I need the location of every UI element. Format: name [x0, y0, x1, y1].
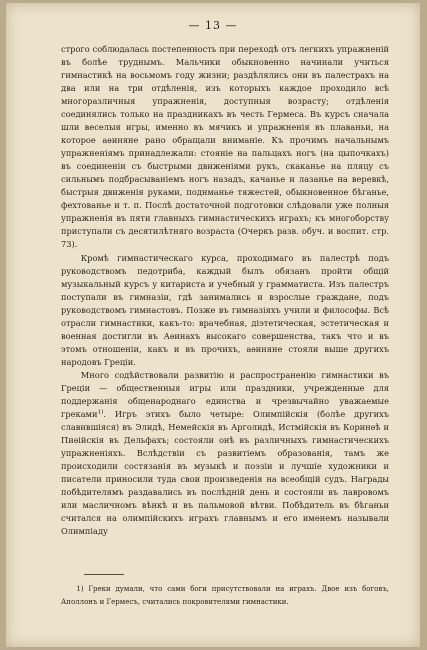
footnote-reference: 1)	[97, 409, 104, 416]
paragraph-3-text: Много содѣйствовали развитію и распространенію гимнастики въ Греціи — общественныя игры или праздники, учрежденные для поддержанія общенароднаго единства и чрезвычайно уважаемые греками	[61, 369, 389, 419]
paragraph-3-continuation: . Игръ этихъ было четыре: Олимпійскія (болѣе другихъ славившіяся) въ Элидѣ, Немейскія въ Арголидѣ, Истмійскія въ Коринѳѣ и Пиѳійскія въ Дельфахъ; состояли онѣ въ различныхъ гимнастическихъ упражненіяхъ. Вслѣдствіи съ развитіемъ образованія, тамъ же происходили состязанія въ музыкѣ и поэзіи и лучшіе художники и писатели приносили туда свои произведенія на всеобщій судъ. Награды побѣдителямъ раздавались въ послѣдній день и состояли въ лавровомъ или масличномъ вѣнкѣ и въ пальмовой вѣтви. Побѣдитель въ бѣганьи считался на олимпійскихъ играхъ главнымъ и его именемъ называли Олимпіаду	[61, 408, 389, 537]
page-number: — 13 —	[188, 19, 238, 32]
book-page	[6, 3, 420, 647]
paragraph-1: строго соблюдалась постепенность при переходѣ отъ легкихъ упражненій въ болѣе труднымъ. Мальчики обыкновенно начинали учиться гимнастикѣ на восьмомъ году жизни; раздѣлялись они въ палестрахъ на два или на три отдѣленія, изъ которыхъ каждое проходило всѣ многоразличныя упражненія, доступныя возрасту; отдѣленія соединялись только на праздникахъ въ честь Гермеса. Въ курсъ сначала шли веселыя игры, именно въ мячикъ и упражненія въ плаваньи, на которое аѳиняне рано обращали вниманіе. Къ прочимъ начальнымъ упражненіямъ принадлежали: стояніе на пальцахъ ногъ (на цыпочкахъ) въ соединеніи съ быстрыми движеніями рукъ, скаканье на пляцу съ сильнымъ подбрасываніемъ ногъ назадъ, качанье и лазанье на веревкѣ, быстрыя движенія руками, поднманье тяжестей, обыкновенное бѣганье, фехтованье и т. п. Послѣ достаточной подготовки слѣдовали уже полныя упражненія въ пяти главныхъ гимнастическихъ играхъ; къ многоборству приступали съ десятилѣтняго возраста (Очеркъ разв. обуч. и воспит. стр. 73).	[61, 44, 389, 250]
footnote-divider	[84, 574, 124, 575]
footnote: 1) Греки думали, что сами боги присутствовали на играхъ. Двое изъ боговъ, Аполлонъ и Гермесъ, считались покровителями гимнастики.	[61, 585, 389, 606]
paragraph-3	[61, 369, 389, 538]
body-text	[61, 43, 389, 538]
paragraph-2: Кромѣ гимнастическаго курса, проходимаго въ палестрѣ подъ руководствомъ педотриба, каждый былъ обязанъ пройти общій музыкальный курсъ у китариста и учебный у грамматиста. Изъ палестръ поступали въ гимназіи, гдѣ занимались и взрослые граждане, подъ руководствомъ гимнастовъ. Позже въ гимназіяхъ учили и философы. Всѣ отрасли гимнастики, какъ-то: врачебная, діэтетическая, эстетическая и военная достигли въ Аѳинахъ высокаго совершенства, такъ что и въ этомъ отношеніи, какъ и въ прочихъ, аѳиняне стояли выше другихъ народовъ Греціи.	[61, 252, 389, 367]
